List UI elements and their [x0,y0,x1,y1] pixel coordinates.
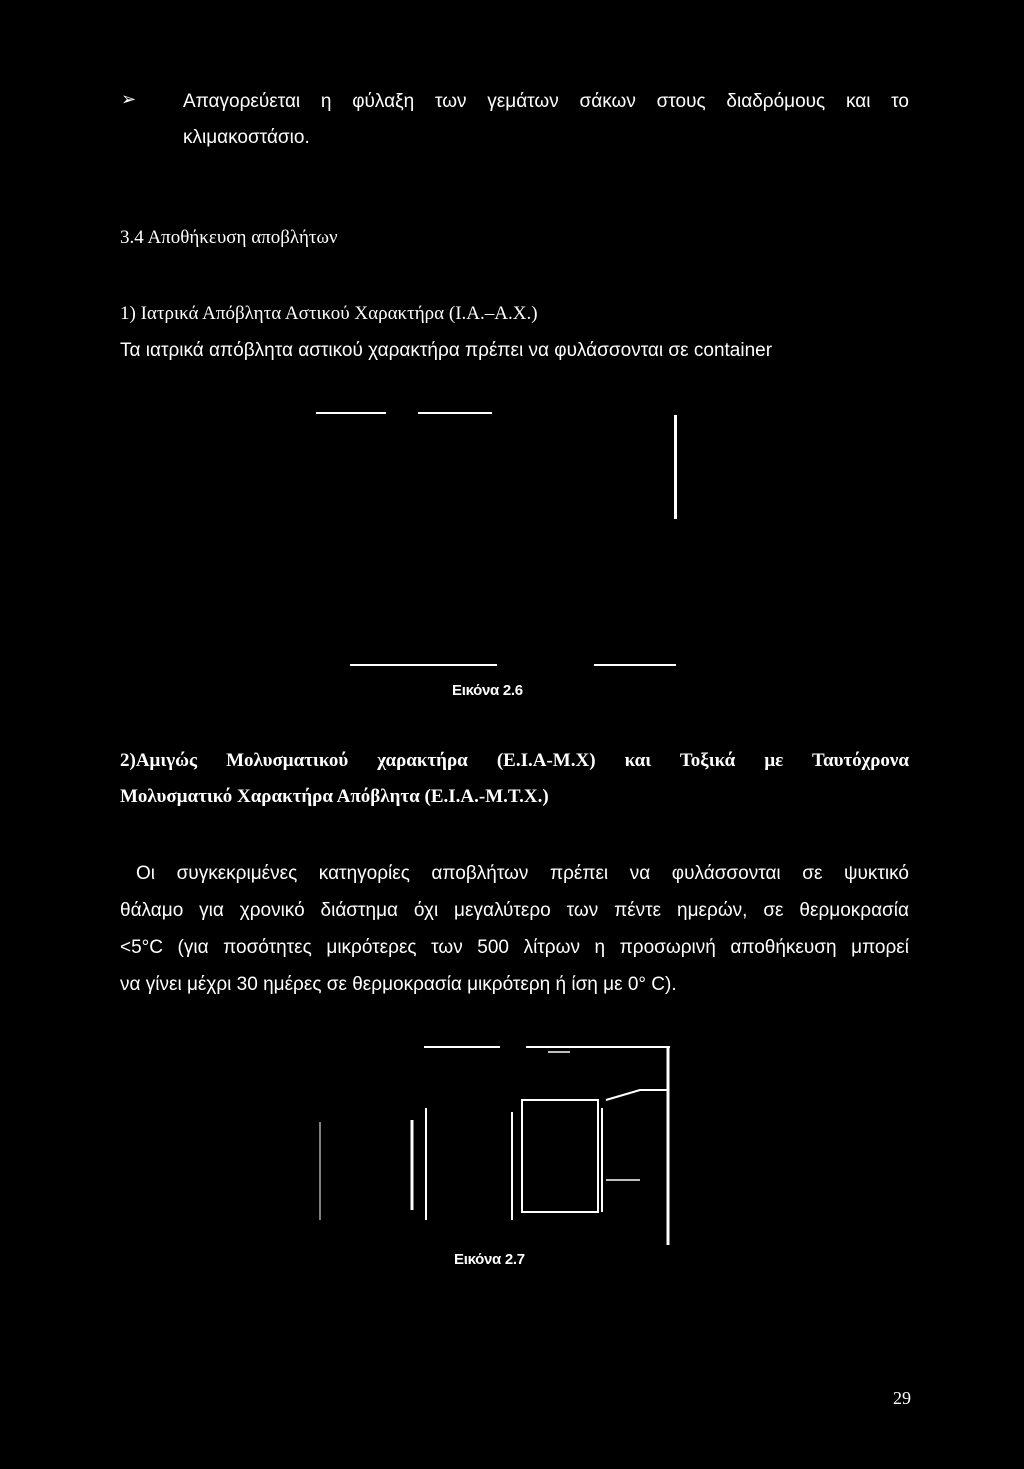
figure-2-6-vertical-stroke [674,415,677,519]
subsection2-heading-line2: Μολυσματικό Χαρακτήρα Απόβλητα (Ε.Ι.Α.-Μ.Τ.Χ.) [120,786,549,807]
subsection1-text: Τα ιατρικά απόβλητα αστικού χαρακτήρα πρέπει να φυλάσσονται σε container [120,340,773,361]
page-number: 29 [893,1388,911,1408]
subsection2-para-line3: <5°C (για ποσότητες μικρότερες των 500 λίτρων η προσωρινή αποθήκευση μπορεί [120,937,909,958]
figure-2-6-caption: Εικόνα 2.6 [452,682,523,699]
figure-2-7 [300,1030,700,1270]
bullet-text-line1: Απαγορεύεται η φύλαξη των γεμάτων σάκων στους διαδρόμους και το [183,91,909,112]
subsection2-heading-line1: 2)Αμιγώς Μολυσματικού χαρακτήρα (Ε.Ι.Α-Μ.Χ) και Τοξικά με Ταυτόχρονα [120,750,909,771]
bullet-marker: ➢ [121,89,137,110]
figure-2-6-top-stroke-right [418,412,492,414]
figure-2-7-side-frame [606,1090,668,1100]
figure-2-6-bottom-stroke-left [350,664,497,666]
figure-2-7-door-panel [522,1100,598,1212]
figure-2-6 [300,405,700,675]
figure-2-6-top-stroke-left [316,412,386,414]
section-heading: 3.4 Αποθήκευση αποβλήτων [120,227,338,248]
subsection1-heading: 1) Ιατρικά Απόβλητα Αστικού Χαρακτήρα (Ι.Α.–Α.Χ.) [120,303,538,324]
subsection2-para-line4: να γίνει μέχρι 30 ημέρες σε θερμοκρασία μικρότερη ή ίση με 0° C). [120,974,677,995]
subsection2-para-line1: Οι συγκεκριμένες κατηγορίες αποβλήτων πρέπει να φυλάσσονται σε ψυκτικό [136,863,909,884]
figure-2-7-caption: Εικόνα 2.7 [454,1251,525,1268]
figure-2-6-bottom-stroke-right [594,664,676,666]
bullet-text-line2: κλιμακοστάσιο. [183,127,310,148]
subsection2-para-line2: θάλαμο για χρονικό διάστημα όχι μεγαλύτερο των πέντε ημερών, σε θερμοκρασία [120,900,909,921]
